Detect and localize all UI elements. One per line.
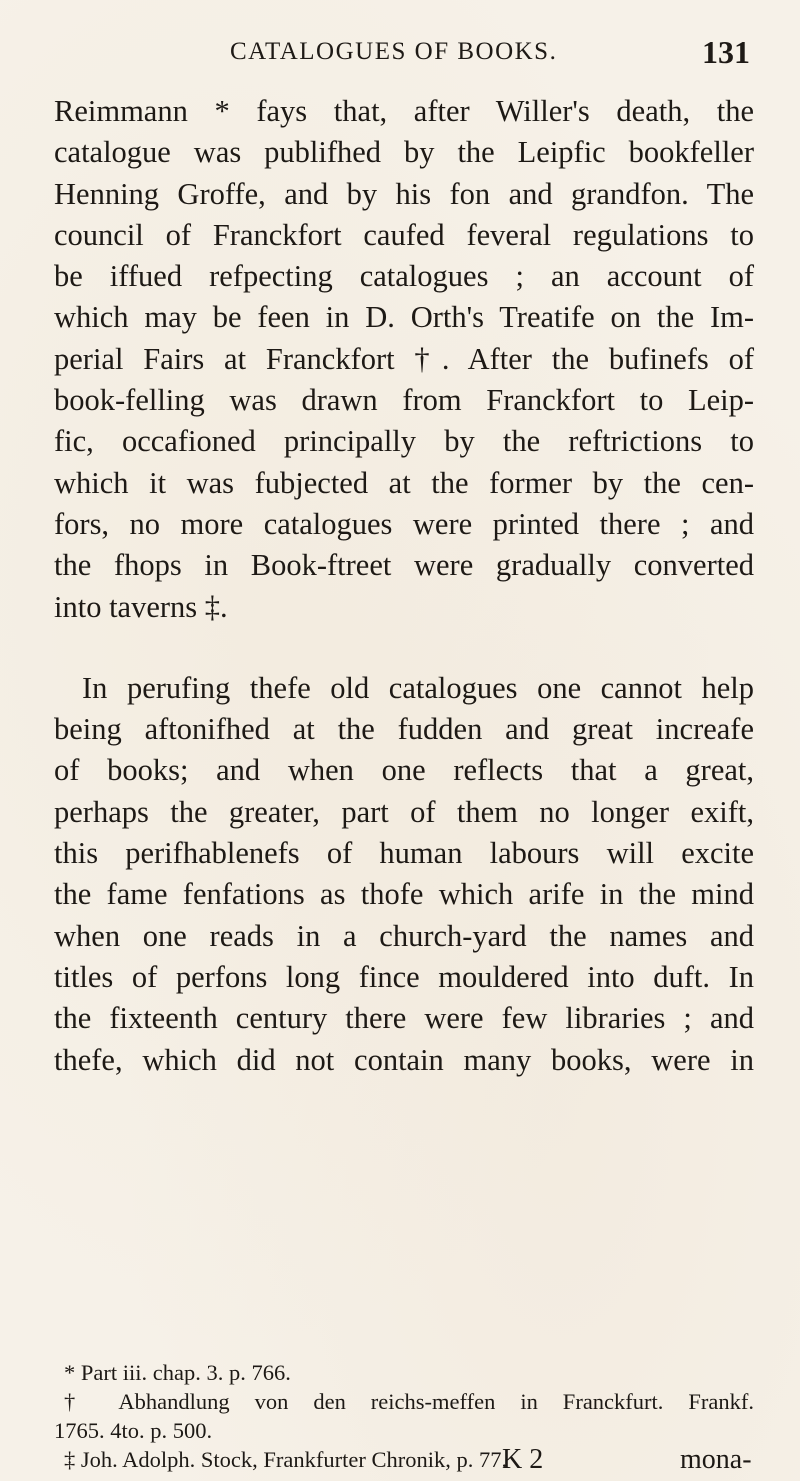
text-line: catalogue was publifhed by the Leipfic bookfeller xyxy=(54,135,754,170)
text-line: the fhops in Book-ftreet were gradually converted xyxy=(54,548,754,583)
page-number: 131 xyxy=(702,34,750,70)
text-line: titles of perfons long fince mouldered into duft. In xyxy=(54,959,754,994)
text-line: of books; and when one reflects that a great, xyxy=(54,753,754,788)
text-line: when one reads in a church-yard the names and xyxy=(54,918,754,953)
text-line: fic, occafioned principally by the reftrictions to xyxy=(54,424,754,459)
text-line: this perifhablenefs of human labours will excite xyxy=(54,836,754,871)
text-line: the fame fenfations as thofe which arife in the mind xyxy=(54,877,754,912)
body-text xyxy=(54,91,754,1081)
running-title: CATALOGUES OF BOOKS. xyxy=(230,38,558,65)
text-line: which may be feen in D. Orth's Treatife on the Im- xyxy=(54,300,754,335)
text-line: Henning Groffe, and by his fon and grandfon. The xyxy=(54,176,754,211)
paragraph xyxy=(54,668,754,1081)
running-head xyxy=(0,20,800,80)
text-line: into taverns ‡. xyxy=(54,589,228,624)
text-line: perial Fairs at Franckfort †. After the bufinefs of xyxy=(54,341,754,376)
text-line: fors, no more catalogues were printed there ; and xyxy=(54,506,754,541)
text-line: thefe, which did not contain many books, were in xyxy=(54,1042,754,1077)
signature-line xyxy=(88,1444,752,1478)
text-line: perhaps the greater, part of them no longer exift, xyxy=(54,794,754,829)
footnote-continuation: 1765. 4to. p. 500. xyxy=(54,1418,213,1443)
signature-mark: K 2 xyxy=(502,1444,544,1475)
catchword: mona- xyxy=(680,1444,752,1475)
text-line: the fixteenth century there were few libraries ; and xyxy=(54,1001,754,1036)
text-line: book-felling was drawn from Franckfort to Leip- xyxy=(54,383,754,418)
footnote: ‡ Joh. Adolph. Stock, Frankfurter Chronik, p. 77. xyxy=(64,1447,508,1472)
text-line: be iffued refpecting catalogues ; an account of xyxy=(54,259,754,294)
footnote: * Part iii. chap. 3. p. 766. xyxy=(64,1360,291,1385)
text-line: being aftonifhed at the fudden and great increafe xyxy=(54,712,754,747)
paragraph xyxy=(54,91,754,628)
text-line: In perufing thefe old catalogues one cannot help xyxy=(82,670,754,705)
text-line: Reimmann * fays that, after Willer's death, the xyxy=(54,94,754,128)
paragraph-gap xyxy=(54,628,754,668)
text-line: council of Franckfort caufed feveral regulations to xyxy=(54,217,754,252)
text-line: which it was fubjected at the former by the cen- xyxy=(54,465,754,500)
footnote: † Abhandlung von den reichs-meffen in Franckfurt. Frankf. xyxy=(64,1389,754,1414)
